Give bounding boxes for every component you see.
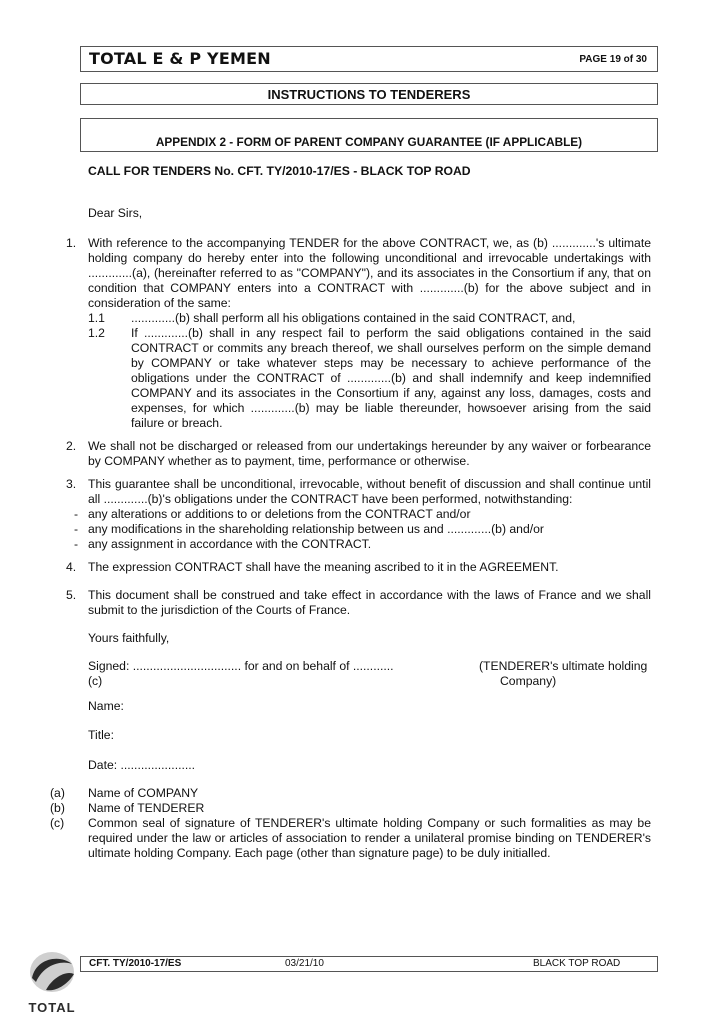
para2-line: We shall not be discharged or released from our undertakings hereunder by any waiver or forbearance	[88, 439, 651, 453]
note-label: (c)	[50, 816, 65, 830]
section-title-box	[80, 83, 658, 105]
para5-number: 5.	[66, 588, 77, 602]
para1-line: With reference to the accompanying TENDER for the above CONTRACT, we, as (b) .............'s ultimate	[88, 236, 651, 250]
section-title: INSTRUCTIONS TO TENDERERS	[267, 87, 471, 102]
note-text: Common seal of signature of TENDERER's ultimate holding Company or such formalities as may be	[88, 816, 651, 830]
note-label: (b)	[50, 801, 65, 815]
para3-line: This guarantee shall be unconditional, irrevocable, without benefit of discussion and shall continue until	[88, 477, 651, 491]
para1-line: .............(a), (hereinafter referred to as "COMPANY"), and its associates in the Consortium if any, that on	[88, 266, 651, 280]
appendix-title: APPENDIX 2 - FORM OF PARENT COMPANY GUARANTEE (IF APPLICABLE)	[155, 135, 583, 149]
sub2-line: COMPANY and its associates in the Consortium if any, against any loss, damages, costs and	[131, 386, 651, 400]
closing: Yours faithfully,	[88, 631, 170, 645]
para3-number: 3.	[66, 477, 77, 491]
signed-line: Signed: ................................ for and on behalf of ............	[88, 659, 394, 673]
sub1-number: 1.1	[88, 311, 105, 325]
page-number: PAGE 19 of 30	[579, 54, 647, 65]
note-label: (a)	[50, 786, 65, 800]
footer-date: 03/21/10	[285, 958, 324, 969]
salutation: Dear Sirs,	[88, 206, 143, 220]
note-text: required under the law or articles of association to render a unilateral promise binding on TENDERER's	[88, 831, 651, 845]
signed-c: (c)	[88, 674, 103, 688]
sub2-line: expenses, for which .............(b) may be liable thereunder, howsoever arising from the said	[131, 401, 651, 415]
date-label: Date: ......................	[88, 758, 196, 772]
footer-reference: CFT. TY/2010-17/ES	[89, 958, 182, 969]
note-text: ultimate holding Company. Each page (other than signature page) to be duly initialled.	[88, 846, 551, 860]
note-text: Name of COMPANY	[88, 786, 199, 800]
bullet-item: any modifications in the shareholding relationship between us and .............(b) and/or	[88, 522, 544, 536]
sub2-line: obligations under the CONTRACT of .............(b) and shall indemnify and keep indemnified	[131, 371, 651, 385]
sub1-text: .............(b) shall perform all his obligations contained in the said CONTRACT, and,	[131, 311, 576, 325]
title-label: Title:	[88, 728, 114, 742]
bullet-dash: -	[74, 507, 79, 521]
para2-line: by COMPANY whether as to payment, time, performance or otherwise.	[88, 454, 470, 468]
name-label: Name:	[88, 699, 124, 713]
signature-right-label: Company)	[500, 674, 557, 688]
para5-line: submit to the jurisdiction of the Courts of France.	[88, 603, 351, 617]
para1-line: holding company do hereby enter into the following unconditional and irrevocable undertakings with	[88, 251, 651, 265]
bullet-item: any assignment in accordance with the CONTRACT.	[88, 537, 372, 551]
sub2-line: failure or breach.	[131, 416, 223, 430]
document-header	[80, 46, 658, 72]
para3-line: all .............(b)'s obligations under the CONTRACT have been performed, notwithstanding:	[88, 492, 573, 506]
sub2-line: If .............(b) shall in any respect fail to perform the said obligations contained in the said	[131, 326, 651, 340]
para5-line: This document shall be construed and take effect in accordance with the laws of France and we shall	[88, 588, 651, 602]
bullet-item: any alterations or additions to or deletions from the CONTRACT and/or	[88, 507, 471, 521]
sub2-line: by COMPANY or take whatever steps may be necessary to achieve performance of the	[131, 356, 651, 370]
para1-number: 1.	[66, 236, 77, 250]
total-logo-icon	[22, 948, 82, 1018]
sub2-number: 1.2	[88, 326, 105, 340]
para4-text: The expression CONTRACT shall have the meaning ascribed to it in the AGREEMENT.	[88, 560, 559, 574]
para1-line: condition that COMPANY enters into a CONTRACT with .............(b) for the above subject and in	[88, 281, 651, 295]
para4-number: 4.	[66, 560, 77, 574]
note-text: Name of TENDERER	[88, 801, 205, 815]
footer-project: BLACK TOP ROAD	[533, 958, 621, 969]
sub2-line: CONTRACT or commits any breach thereof, we shall ourselves perform on the simple demand	[131, 341, 651, 355]
bullet-dash: -	[74, 522, 79, 536]
appendix-title-box	[80, 118, 658, 152]
company-name: TOTAL E & P YEMEN	[89, 49, 271, 68]
para1-line: consideration of the same:	[88, 296, 231, 310]
para2-number: 2.	[66, 439, 77, 453]
signature-right-label: (TENDERER's ultimate holding	[479, 659, 648, 673]
logo-text: TOTAL	[28, 1000, 76, 1015]
document-footer	[80, 956, 658, 972]
call-for-tenders: CALL FOR TENDERS No. CFT. TY/2010-17/ES - BLACK TOP ROAD	[88, 164, 471, 178]
bullet-dash: -	[74, 537, 79, 551]
